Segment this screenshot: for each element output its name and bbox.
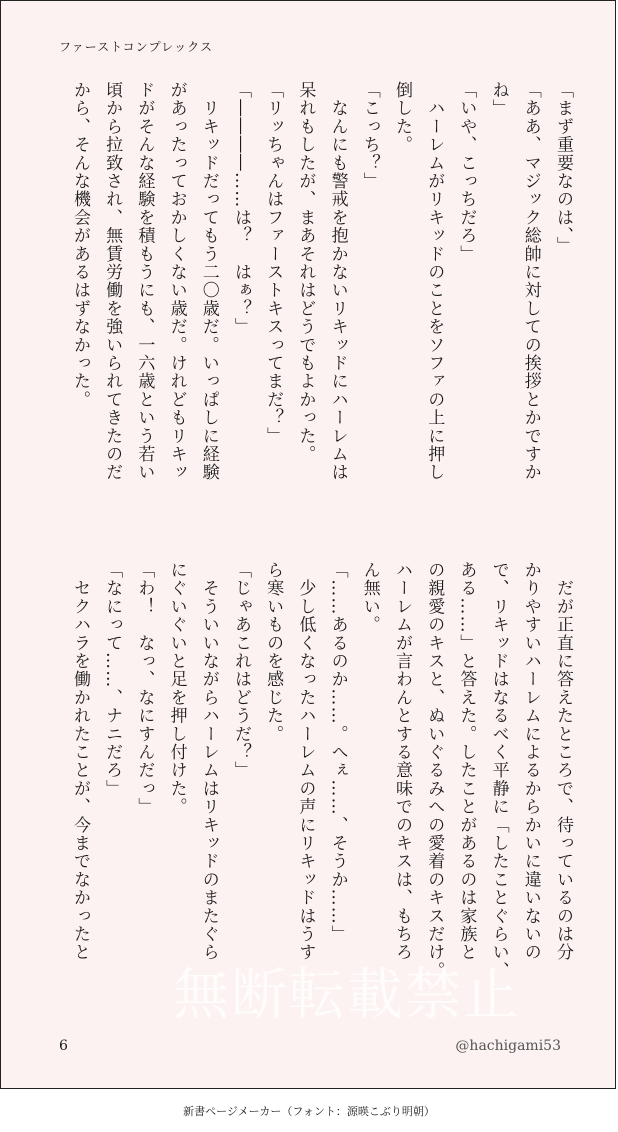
text-line: 「わ！ なっ、なにすんだっ」 — [134, 561, 155, 816]
text-block-upper — [69, 81, 579, 531]
text-line: から、そんな機会があるはずなかった。 — [69, 81, 90, 409]
text-line: なんにも警戒を抱かないリキッドにハーレムは — [327, 81, 348, 482]
text-line: 倒した。 — [391, 81, 412, 154]
text-line: ハーレムが言わんとする意味でのキスは、もちろ — [391, 561, 412, 962]
text-block-lower — [69, 561, 579, 991]
footer-credit: 新書ページメーカー（フォント：源暎こぶり明朝） — [183, 1105, 435, 1118]
text-line: ハーレムがリキッドのことをソファの上に押し — [424, 81, 445, 482]
text-line: そういいながらハーレムはリキッドのまたぐら — [198, 561, 219, 962]
text-line: 「いや、こっちだろ」 — [456, 81, 477, 263]
text-line: 頃から拉致され、無賃労働を強いられてきたのだ — [102, 81, 123, 482]
text-line: 少し低くなったハーレムの声にリキッドはうす — [295, 561, 316, 962]
text-line: 「――――……は？ はぁ？」 — [230, 81, 251, 336]
text-line: セクハラを働かれたことが、今までなかったと — [69, 561, 90, 962]
text-line: 「じゃあこれはどうだ？」 — [230, 561, 251, 780]
text-line: ん無い。 — [359, 561, 380, 634]
text-line: 「……あるのか……。へぇ……、そうか……」 — [327, 561, 348, 944]
text-line: 「まず重要なのは、」 — [553, 81, 573, 255]
running-header-title: ファーストコンプレックス — [59, 40, 213, 54]
text-line: で、リキッドはなるべく平静に「したことぐらい、 — [488, 561, 509, 980]
text-line: にぐいぐいと足を押し付けた。 — [166, 561, 187, 816]
text-line: があったっておかしくない歳だ。けれどもリキッ — [166, 81, 187, 482]
text-line: 「ああ、マジック総帥に対しての挨拶とかですか — [520, 81, 541, 482]
text-line: の親愛のキスと、ぬいぐるみへの愛着のキスだけ。 — [424, 561, 445, 980]
author-handle: @hachigami53 — [455, 1038, 561, 1054]
text-line: 「なにって……、ナニだろ」 — [102, 561, 123, 798]
page-number: 6 — [59, 1038, 68, 1054]
text-line: かりやすいハーレムによるからかいに違いないの — [520, 561, 541, 962]
text-line: ある……」と答えた。したことがあるのは家族と — [456, 561, 477, 962]
text-line: ね」 — [488, 81, 509, 118]
text-line: 呆れもしたが、まあそれはどうでもよかった。 — [295, 81, 316, 464]
text-line: 「リッちゃんはファーストキスってまだ？」 — [263, 81, 284, 445]
text-line: ら寒いものを感じた。 — [263, 561, 284, 743]
text-line: だが正直に答えたところで、待っているのは分 — [553, 561, 573, 962]
text-line: リキッドだってもう二〇歳だ。いっぱしに経験 — [198, 81, 219, 482]
watermark-text: 無断転載禁止 — [173, 963, 521, 1028]
text-line: 「こっち？」 — [359, 81, 380, 191]
text-line: ドがそんな経験を積もうにも、一六歳という若い — [134, 81, 155, 482]
